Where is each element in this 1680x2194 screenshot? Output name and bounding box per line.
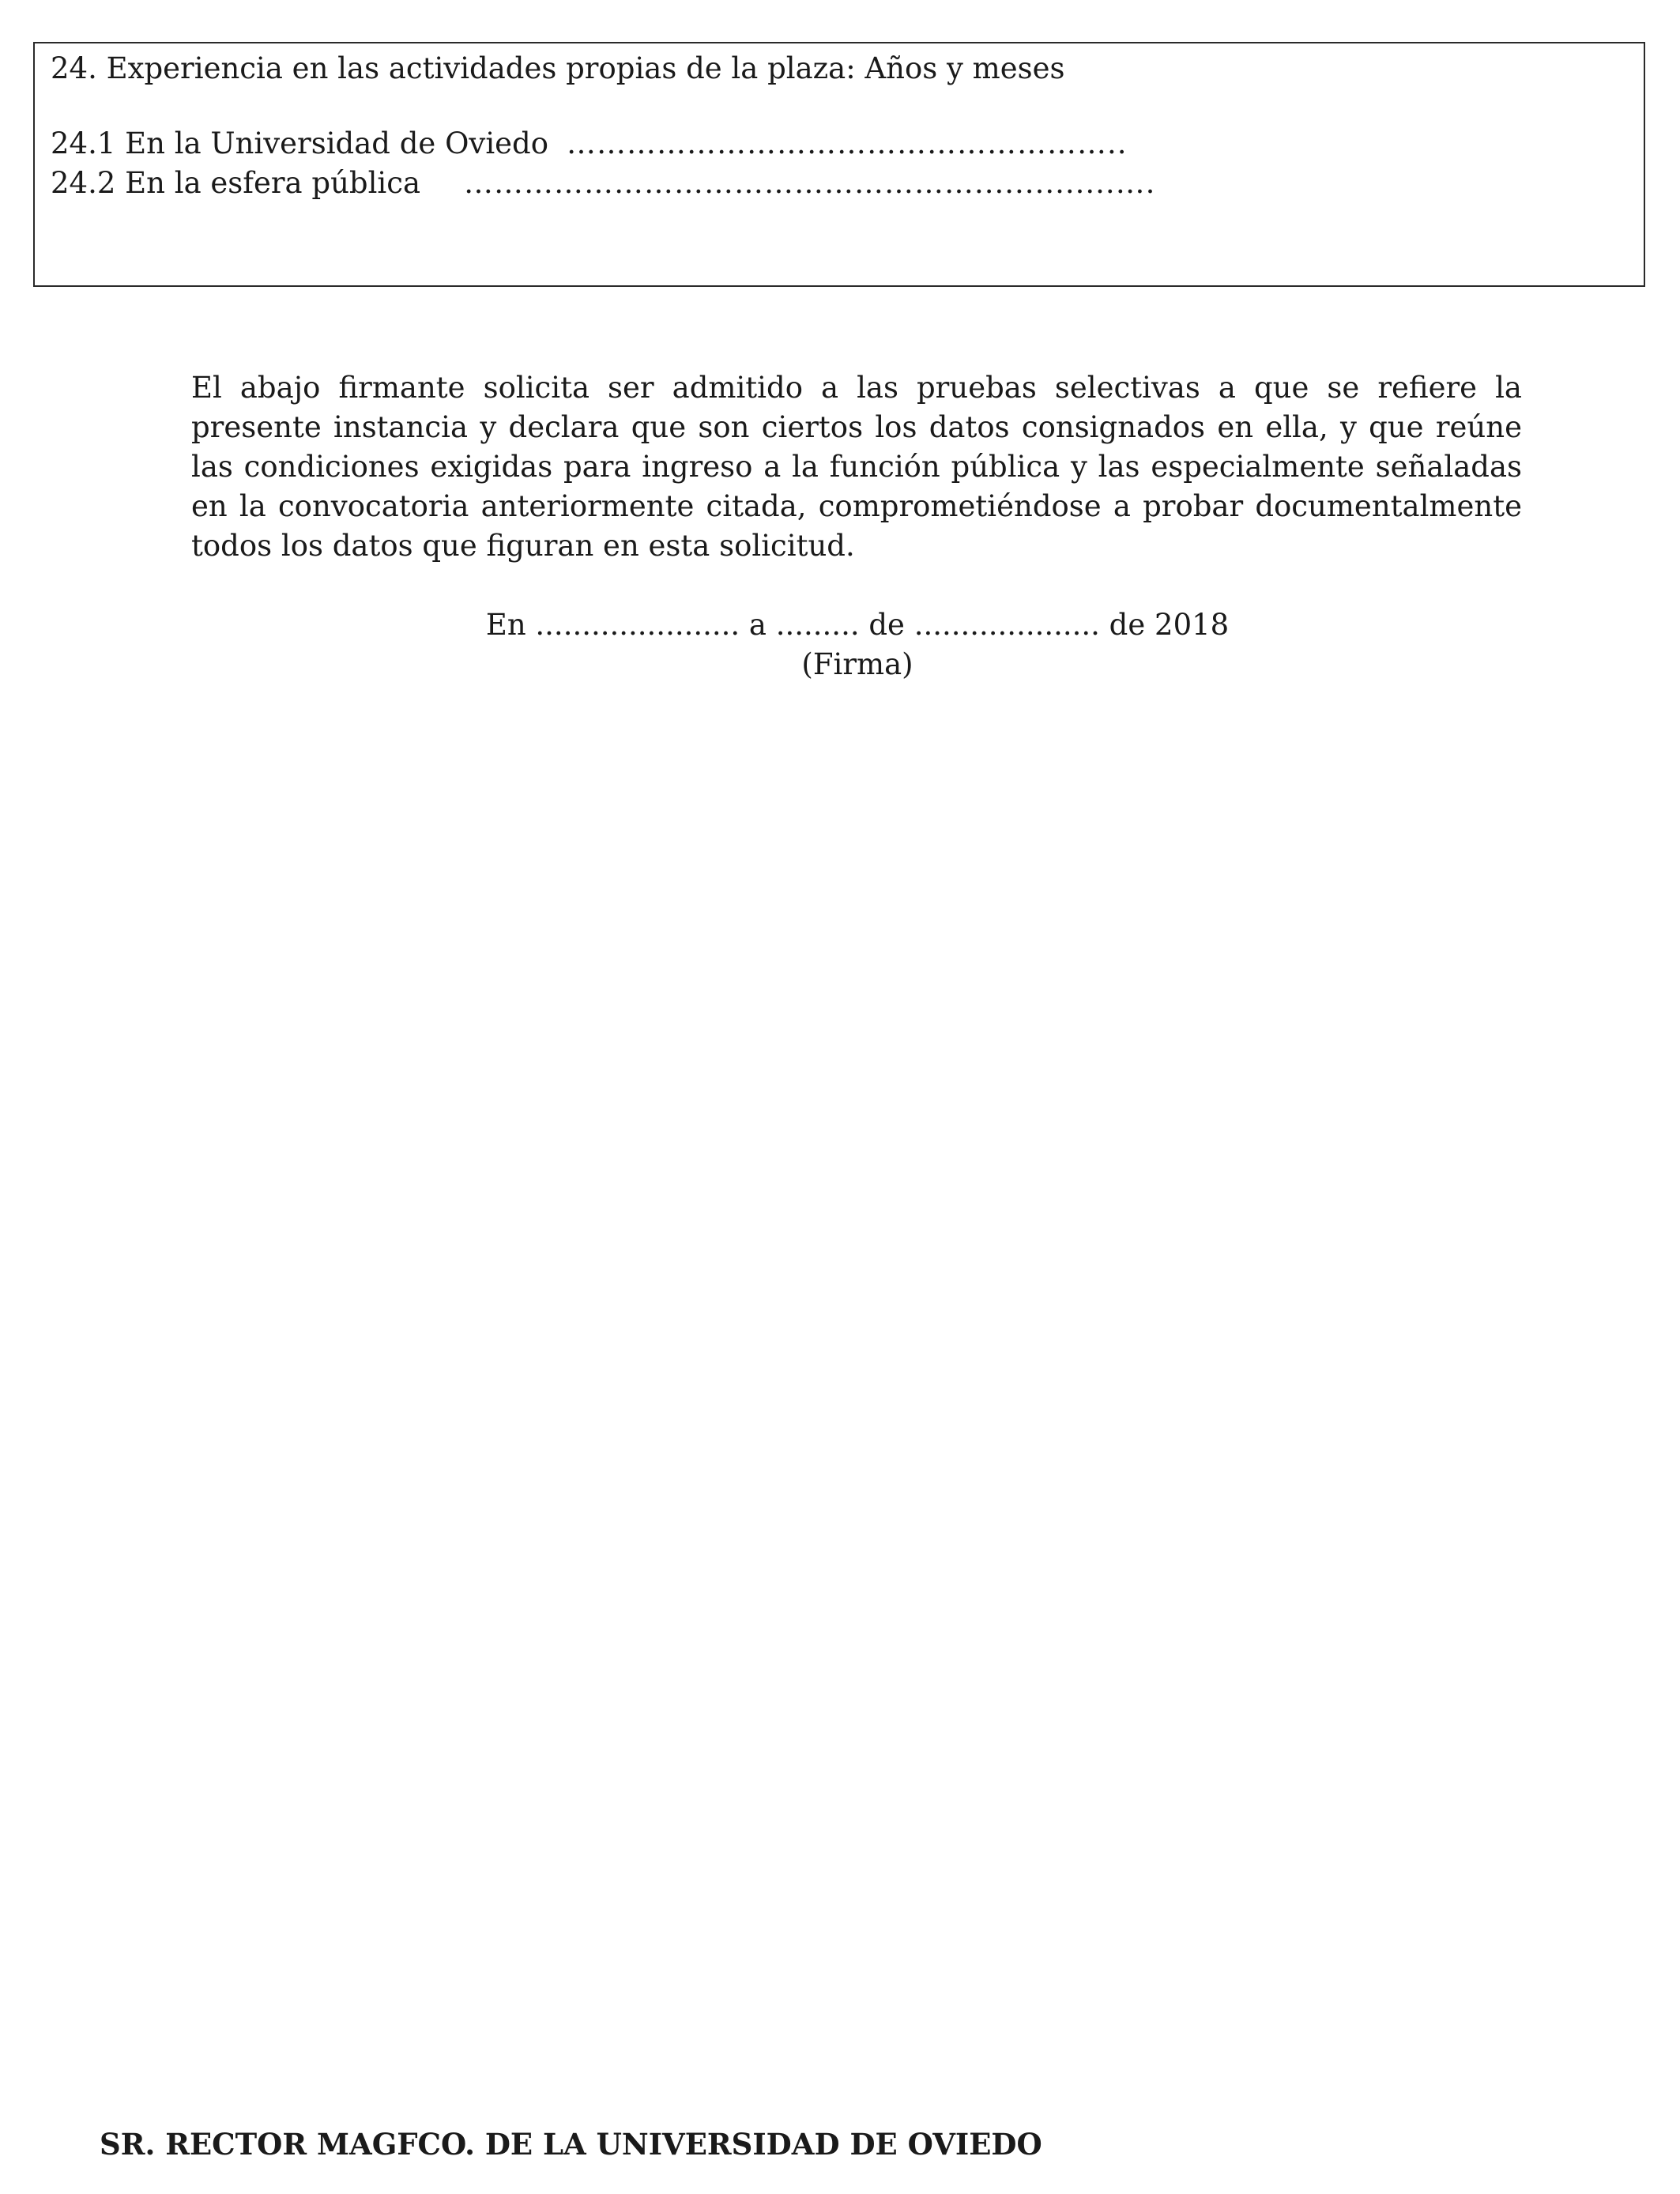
experience-university-label: 24.1 En la Universidad de Oviedo [51,126,549,160]
experience-public-sector-label: 24.2 En la esfera pública [51,166,421,200]
experience-university-row [51,125,1128,163]
signature-label: (Firma) [801,647,913,681]
section-24-title: 24. Experiencia en las actividades propias de la plaza: Años y meses [51,51,1065,85]
experience-public-sector-field[interactable]: ……………………………………………..............…. [464,166,1156,200]
addressee-footer: SR. RECTOR MAGFCO. DE LA UNIVERSIDAD DE OVIEDO [100,2127,1042,2162]
experience-section-box [33,42,1645,287]
place-date-line[interactable]: En ...................... a ......... de .................... de 2018 [485,608,1230,642]
experience-public-sector-row [51,164,1155,202]
experience-university-field[interactable]: ……………………………………………….. [567,126,1128,160]
declaration-paragraph: El abajo firmante solicita ser admitido a las pruebas selectivas a que se refiere la presente instancia y declara que son ciertos los datos consignados en ella, y que reúne las condiciones exigidas para ingreso a la función pública y las especialmente señaladas en la convocatoria anteriormente citada, comprometiéndose a probar documentalmente todos los datos que figuran en esta solicitud. [191,371,1522,563]
